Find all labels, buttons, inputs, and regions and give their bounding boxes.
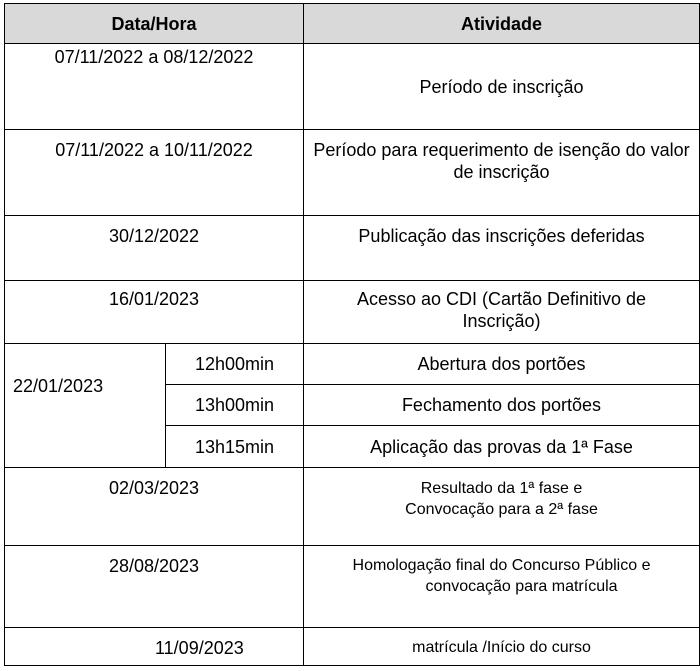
table-header-row <box>5 4 700 44</box>
table-row <box>5 344 700 385</box>
date-cell: 07/11/2022 a 08/12/2022 <box>5 44 304 130</box>
activity-cell <box>304 468 700 546</box>
activity-cell: Período para requerimento de isenção do valor de inscrição <box>304 130 700 216</box>
table-row <box>5 130 700 216</box>
date-cell: 11/09/2023 <box>5 628 304 666</box>
schedule-table <box>4 3 700 666</box>
activity-cell: matrícula /Início do curso <box>304 628 700 666</box>
activity-cell: Abertura dos portões <box>304 344 700 385</box>
activity-line: Homologação final do Concurso Público e <box>352 557 651 574</box>
activity-line: convocação para matrícula <box>425 578 618 595</box>
activity-cell: Publicação das inscrições deferidas <box>304 216 700 281</box>
table-row <box>5 546 700 628</box>
date-cell: 02/03/2023 <box>5 468 304 546</box>
table-row <box>5 44 700 130</box>
header-date-hour: Data/Hora <box>5 4 304 44</box>
activity-cell <box>304 546 700 628</box>
activity-cell: Acesso ao CDI (Cartão Definitivo de Inscrição) <box>304 281 700 344</box>
header-activity: Atividade <box>304 4 700 44</box>
date-cell: 07/11/2022 a 10/11/2022 <box>5 130 304 216</box>
table-row <box>5 628 700 666</box>
date-cell: 22/01/2023 <box>5 344 166 468</box>
date-cell: 30/12/2022 <box>5 216 304 281</box>
activity-line: Convocação para a 2ª fase <box>405 501 598 518</box>
activity-cell: Aplicação das provas da 1ª Fase <box>304 426 700 468</box>
time-cell: 13h00min <box>166 385 304 426</box>
time-cell: 13h15min <box>166 426 304 468</box>
date-cell: 28/08/2023 <box>5 546 304 628</box>
date-cell: 16/01/2023 <box>5 281 304 344</box>
table-row <box>5 216 700 281</box>
activity-line: Resultado da 1ª fase e <box>420 480 583 497</box>
activity-cell: Período de inscrição <box>304 44 700 130</box>
activity-cell: Fechamento dos portões <box>304 385 700 426</box>
table-row <box>5 468 700 546</box>
table-row <box>5 281 700 344</box>
time-cell: 12h00min <box>166 344 304 385</box>
